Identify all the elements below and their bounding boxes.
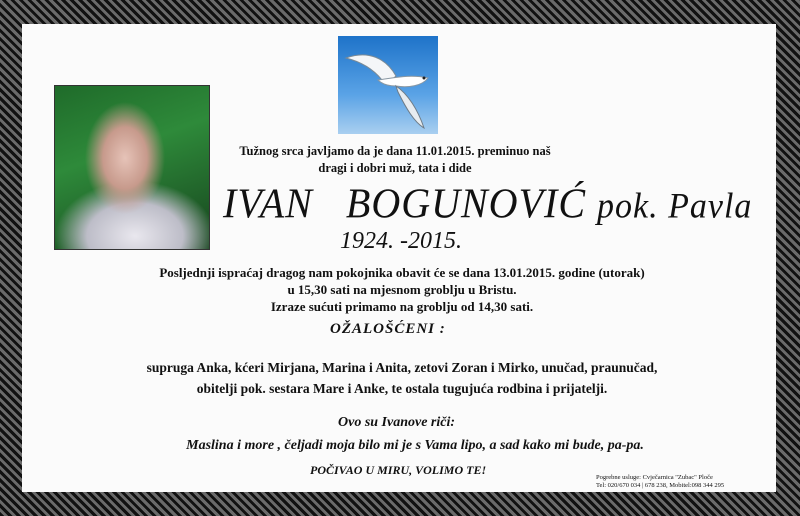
last-words: Maslina i more , čeljadi moja bilo mi je s Vama lipo, a sad kako mi bude, pa-pa. [186, 438, 644, 453]
intro-line: dragi i dobri muž, tata i dide [318, 161, 472, 175]
funeral-line: u 15,30 sati na mjesnom groblju u Bristu. [287, 282, 517, 297]
first-name: IVAN [223, 179, 313, 228]
father-name: pok. Pavla [597, 187, 753, 227]
imprint-line: Pogrebne usluge: Cvječarnica "Zubac" Ploče [596, 474, 713, 481]
intro-text [225, 143, 565, 177]
words-title: Ovo su Ivanove riči: [338, 415, 456, 430]
intro-line: Tužnog srca javljamo da je dana 11.01.2015. preminuo naš [239, 144, 551, 158]
funeral-service-imprint [596, 474, 766, 490]
mourners-title: OŽALOŠĆENI : [330, 321, 446, 337]
family-line: obitelji pok. sestara Mare i Anke, te ostala tugujuća rodbina i prijatelji. [196, 381, 608, 396]
funeral-details [96, 264, 708, 315]
portrait-photo [54, 85, 210, 250]
family-line: supruga Anka, kćeri Mirjana, Marina i Anita, zetovi Zoran i Mirko, unučad, praunučad, [146, 360, 658, 375]
imprint-line: Tel: 020/670 034 | 678 238, Mobitel:098 344 295 [596, 482, 725, 489]
funeral-line: Izraze sućuti primamo na groblju od 14,30 sati. [270, 299, 534, 314]
life-years: 1924. -2015. [340, 228, 462, 254]
seagull-icon [338, 36, 438, 134]
deceased-name [223, 179, 753, 228]
rest-in-peace: POČIVAO U MIRU, VOLIMO TE! [310, 463, 487, 477]
last-name: BOGUNOVIĆ [345, 179, 586, 228]
funeral-line: Posljednji ispraćaj dragog nam pokojnika obavit će se dana 13.01.2015. godine (utorak) [159, 265, 645, 280]
family-list [72, 357, 732, 399]
